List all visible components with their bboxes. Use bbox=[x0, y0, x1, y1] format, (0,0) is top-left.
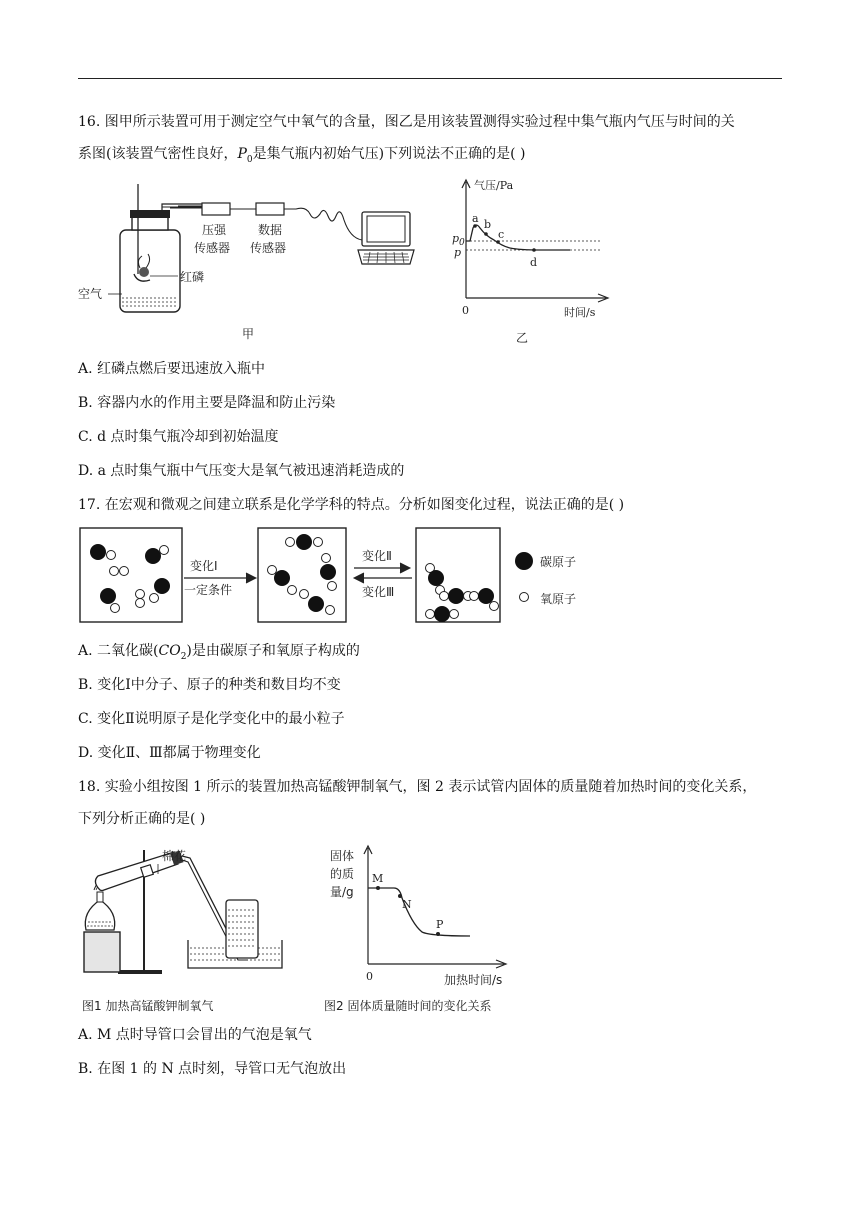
x-axis-label: 时间/s bbox=[564, 306, 596, 319]
figure-jia-apparatus bbox=[78, 176, 428, 346]
label-cotton: 棉花 bbox=[162, 849, 187, 863]
gas-bottle bbox=[120, 230, 180, 312]
origin-label: 0 bbox=[366, 970, 373, 983]
figure-2-caption: 图2 固体质量随时间的变化关系 bbox=[324, 999, 492, 1013]
mass-curve bbox=[368, 888, 470, 936]
y-axis-label-2: 的质 bbox=[330, 867, 355, 881]
figure-jia-caption: 甲 bbox=[242, 327, 255, 341]
legend-oxygen-label: 氧原子 bbox=[540, 592, 577, 606]
y-axis-label-3: 量/g bbox=[330, 885, 354, 899]
label-sensor2-b: 传感器 bbox=[250, 241, 287, 255]
pressure-sensor bbox=[202, 203, 230, 215]
p-label: p bbox=[454, 246, 462, 259]
bottle-stopper bbox=[130, 210, 170, 218]
q17-option-c: C. 变化Ⅱ说明原子是化学变化中的最小粒子 bbox=[78, 711, 345, 727]
q17-option-d: D. 变化Ⅱ、Ⅲ都属于物理变化 bbox=[78, 745, 261, 761]
q16-option-d: D. a 点时集气瓶中气压变大是氧气被迅速消耗造成的 bbox=[78, 463, 405, 479]
alcohol-lamp-icon bbox=[85, 900, 114, 930]
q16-option-b: B. 容器内水的作用主要是降温和防止污染 bbox=[78, 395, 336, 411]
q16-option-a: A. 红磷点燃后要迅速放入瓶中 bbox=[78, 361, 266, 377]
label-sensor1-b: 传感器 bbox=[194, 241, 231, 255]
label-change-3: 变化Ⅲ bbox=[362, 585, 395, 599]
figure-yi-caption: 乙 bbox=[516, 331, 529, 345]
label-sensor1-a: 压强 bbox=[202, 223, 227, 237]
data-sensor bbox=[256, 203, 284, 215]
figure-2-mass-graph bbox=[320, 840, 520, 1020]
q18-option-b: B. 在图 1 的 N 点时刻，导管口无气泡放出 bbox=[78, 1061, 347, 1077]
collection-bottle bbox=[226, 900, 258, 958]
legend-carbon-icon bbox=[515, 552, 533, 570]
lamp-stand-block bbox=[84, 932, 120, 972]
label-b: b bbox=[484, 218, 492, 231]
point-d bbox=[532, 248, 536, 252]
figure-molecule-changes bbox=[78, 524, 618, 628]
q16-stem-line2: 系图(该装置气密性良好，$P_0$是集气瓶内初始气压)下列说法不正确的是( ) bbox=[78, 146, 526, 165]
label-m: M bbox=[372, 872, 384, 885]
q17-option-b: B. 变化Ⅰ中分子、原子的种类和数目均不变 bbox=[78, 677, 341, 693]
label-condition: 一定条件 bbox=[184, 583, 233, 597]
p0-label: $p_0$ bbox=[452, 232, 465, 248]
label-d: d bbox=[530, 256, 538, 269]
pressure-curve bbox=[466, 225, 570, 250]
header-rule bbox=[78, 78, 782, 79]
label-p: P bbox=[436, 918, 444, 931]
q18-stem-line1: 18. 实验小组按图 1 所示的装置加热高锰酸钾制氧气，图 2 表示试管内固体的质量随着加热时间的变化关系， bbox=[78, 779, 757, 795]
figure-1-apparatus bbox=[78, 840, 318, 1020]
legend-oxygen-icon bbox=[520, 593, 529, 602]
point-p bbox=[436, 932, 440, 936]
label-air: 空气 bbox=[78, 287, 103, 301]
q16-option-c: C. d 点时集气瓶冷却到初始温度 bbox=[78, 429, 279, 445]
label-a: a bbox=[472, 212, 479, 225]
q18-option-a: A. M 点时导管口会冒出的气泡是氧气 bbox=[78, 1027, 312, 1043]
label-change-1: 变化Ⅰ bbox=[190, 559, 218, 573]
label-red-phosphorus: 红磷 bbox=[180, 270, 205, 284]
origin-label: 0 bbox=[462, 304, 469, 317]
label-c: c bbox=[498, 228, 505, 241]
point-m bbox=[376, 886, 380, 890]
label-change-2: 变化Ⅱ bbox=[362, 549, 392, 563]
label-n: N bbox=[402, 898, 412, 911]
q17-option-a: A. 二氧化碳$(CO_2)$是由碳原子和氧原子构成的 bbox=[78, 643, 360, 662]
q17-stem: 17. 在宏观和微观之间建立联系是化学学科的特点。分析如图变化过程，说法正确的是( ) bbox=[78, 497, 625, 513]
point-b bbox=[484, 232, 488, 236]
y-axis-label: 气压/Pa bbox=[474, 179, 514, 192]
q18-stem-line2: 下列分析正确的是( ) bbox=[78, 811, 206, 827]
x-axis-label: 加热时间/s bbox=[444, 973, 503, 987]
label-sensor2-a: 数据 bbox=[258, 223, 283, 237]
figure-yi-pressure-graph bbox=[440, 176, 620, 346]
state-box-1 bbox=[80, 528, 182, 622]
figure-1-caption: 图1 加热高锰酸钾制氧气 bbox=[82, 999, 214, 1013]
y-axis-label-1: 固体 bbox=[330, 849, 355, 863]
red-phosphorus-icon bbox=[139, 267, 149, 277]
q16-stem-line1: 16. 图甲所示装置可用于测定空气中氧气的含量，图乙是用该装置测得实验过程中集气瓶内气压与时间的关 bbox=[78, 114, 735, 130]
legend-carbon-label: 碳原子 bbox=[540, 555, 577, 569]
